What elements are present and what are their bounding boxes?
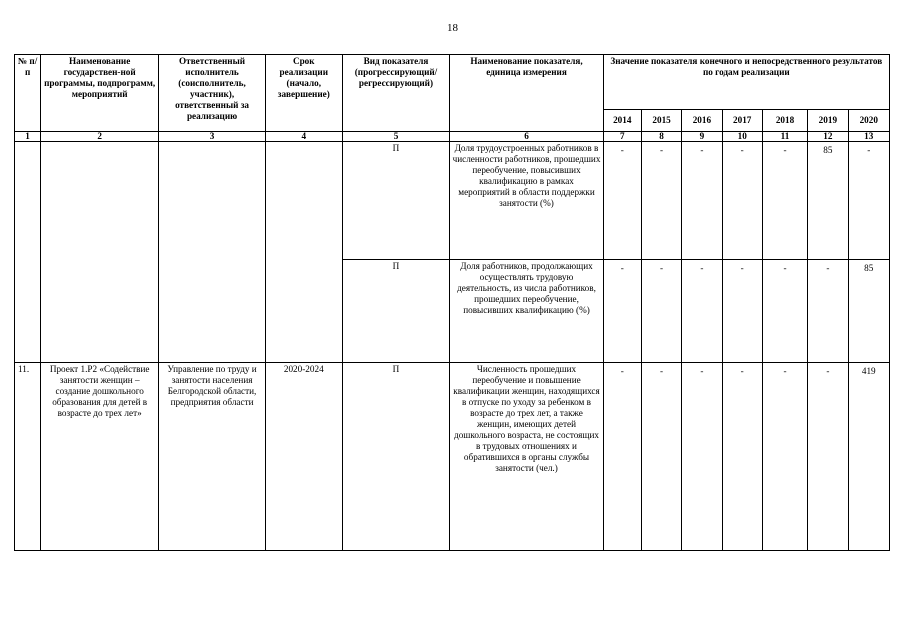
row-type: П	[342, 142, 450, 260]
header-col-type: Вид показателя (прогрессирующий/ регрессирующий)	[342, 55, 450, 132]
row-indicator: Доля трудоустроенных работников в численности работников, прошедших переобучение, повысивших квалификацию в рамках мероприятий в области поддержки занятости (%)	[450, 142, 603, 260]
row-program-name	[41, 142, 159, 363]
program-indicators-table	[14, 54, 890, 551]
year-header: 2018	[762, 110, 807, 132]
row-value: -	[848, 142, 890, 260]
row-value: -	[762, 142, 807, 260]
year-header: 2015	[641, 110, 681, 132]
row-num	[15, 142, 41, 363]
column-number: 10	[722, 132, 762, 142]
row-indicator: Доля работников, продолжающих осуществлять трудовую деятельность, из числа работников, прошедших переобучение, повысивших квалификацию (%)	[450, 260, 603, 363]
header-col-period: Срок реализации (начало, завершение)	[265, 55, 342, 132]
column-number: 13	[848, 132, 890, 142]
page-number: 18	[447, 22, 458, 34]
column-number: 7	[603, 132, 641, 142]
column-number: 5	[342, 132, 450, 142]
row-value: -	[682, 260, 722, 363]
row-value: 85	[808, 142, 848, 260]
column-number: 8	[641, 132, 681, 142]
row-value: -	[603, 363, 641, 551]
row-value: -	[762, 260, 807, 363]
row-value: -	[641, 142, 681, 260]
row-value: 419	[848, 363, 890, 551]
row-value: -	[722, 142, 762, 260]
column-number: 3	[159, 132, 266, 142]
column-number: 6	[450, 132, 603, 142]
year-header: 2014	[603, 110, 641, 132]
row-executor: Управление по труду и занятости населения Белгородской области, предприятия области	[159, 363, 266, 551]
row-value: -	[603, 260, 641, 363]
header-col-indicator: Наименование показателя, единица измерения	[450, 55, 603, 132]
header-col-program: Наименование государствен-ной программы, подпрограмм, мероприятий	[41, 55, 159, 132]
table-row	[15, 142, 890, 260]
row-value: -	[722, 363, 762, 551]
row-period: 2020-2024	[265, 363, 342, 551]
row-program-name: Проект 1.Р2 «Содействие занятости женщин – создание дошкольного образования для детей в возрасте до трех лет»	[41, 363, 159, 551]
row-num: 11.	[15, 363, 41, 551]
row-value: -	[641, 260, 681, 363]
row-type: П	[342, 363, 450, 551]
year-header: 2016	[682, 110, 722, 132]
row-value: -	[682, 363, 722, 551]
column-number: 9	[682, 132, 722, 142]
row-value: 85	[848, 260, 890, 363]
row-value: -	[762, 363, 807, 551]
header-col-executor: Ответственный исполнитель (соисполнитель, участник), ответственный за реализацию	[159, 55, 266, 132]
year-header: 2017	[722, 110, 762, 132]
header-col-num: № п/п	[15, 55, 41, 132]
row-value: -	[808, 363, 848, 551]
row-executor	[159, 142, 266, 363]
column-number: 1	[15, 132, 41, 142]
row-value: -	[603, 142, 641, 260]
header-col-values: Значение показателя конечного и непосредственного результатов по годам реализации	[603, 55, 889, 110]
row-type: П	[342, 260, 450, 363]
row-value: -	[682, 142, 722, 260]
table-row	[15, 363, 890, 551]
column-number: 12	[808, 132, 848, 142]
row-period	[265, 142, 342, 363]
row-value: -	[808, 260, 848, 363]
column-number: 11	[762, 132, 807, 142]
column-number: 2	[41, 132, 159, 142]
row-value: -	[641, 363, 681, 551]
year-header: 2019	[808, 110, 848, 132]
row-value: -	[722, 260, 762, 363]
column-number: 4	[265, 132, 342, 142]
year-header: 2020	[848, 110, 890, 132]
row-indicator: Численность прошедших переобучение и повышение квалификации женщин, находящихся в отпуске по уходу за ребенком в возрасте до трех лет, а также женщин, имеющих детей дошкольного возраста, не состоящих в трудовых отношениях и обратившихся в органы службы занятости (чел.)	[450, 363, 603, 551]
